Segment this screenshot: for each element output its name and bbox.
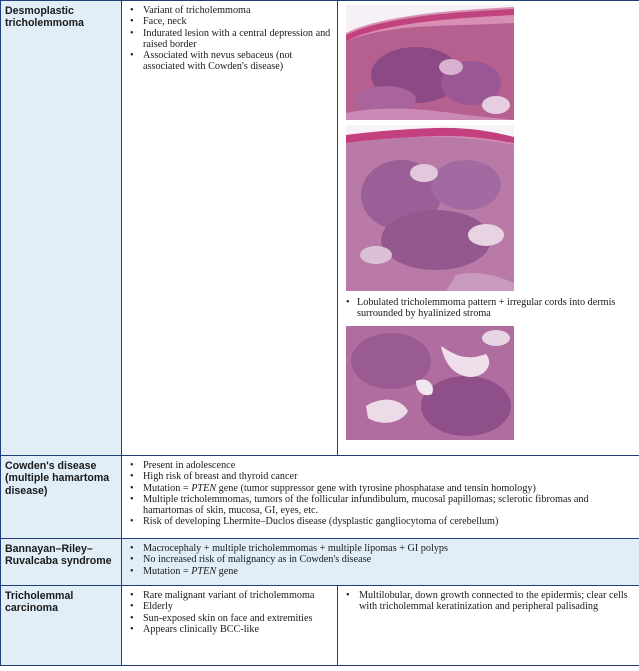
row-term: Bannayan–Riley–Ruvalcaba syndrome bbox=[1, 539, 122, 586]
features-cell bbox=[122, 539, 639, 586]
table-row bbox=[1, 586, 639, 666]
features-cell bbox=[122, 586, 338, 666]
list-item: • No increased risk of malignancy as in Cowden's disease bbox=[128, 554, 635, 565]
list-item: • Mutation = PTEN gene bbox=[128, 566, 635, 577]
list-item: • Appears clinically BCC-like bbox=[128, 624, 333, 635]
histology-caption bbox=[344, 297, 635, 320]
features-cell bbox=[122, 456, 639, 539]
row-term: Cowden's disease (multiple hamartoma disease) bbox=[1, 456, 122, 539]
histology-image-medium-power bbox=[346, 125, 514, 291]
list-item: • Risk of developing Lhermite–Duclos disease (dysplastic gangliocytoma of cerebellum) bbox=[128, 516, 635, 527]
list-item: • Lobulated tricholemmoma pattern + irregular cords into dermis surrounded by hyalinized stroma bbox=[344, 297, 635, 320]
table-row bbox=[1, 1, 639, 456]
list-item: • Multiple tricholemmomas, tumors of the follicular infundibulum, mucosal papillomas; sclerotic fibromas and hamartomas of skin, mucosa, GI, eyes, etc. bbox=[128, 494, 635, 517]
feature-list bbox=[344, 590, 635, 613]
row-term: Desmoplastic tricholemmoma bbox=[1, 1, 122, 456]
histology-image-high-power bbox=[346, 326, 514, 440]
table-row bbox=[1, 456, 639, 539]
feature-list bbox=[128, 543, 635, 577]
list-item: • Mutation = PTEN gene (tumor suppressor gene with tyrosine phosphatase and tensin homology) bbox=[128, 483, 635, 494]
list-item: • Indurated lesion with a central depression and raised border bbox=[128, 28, 333, 51]
list-item: • Multilobular, down growth connected to the epidermis; clear cells with tricholemmal keratinization and peripheral palisading bbox=[344, 590, 635, 613]
list-item: • High risk of breast and thyroid cancer bbox=[128, 471, 635, 482]
list-item: • Sun-exposed skin on face and extremities bbox=[128, 613, 333, 624]
list-item: • Present in adolescence bbox=[128, 460, 635, 471]
list-item: • Rare malignant variant of tricholemmoma bbox=[128, 590, 333, 601]
list-item: • Elderly bbox=[128, 601, 333, 612]
histology-cell bbox=[338, 586, 639, 666]
list-item: • Variant of tricholemmoma bbox=[128, 5, 333, 16]
list-item: • Macrocephaly + multiple tricholemmomas + multiple lipomas + GI polyps bbox=[128, 543, 635, 554]
histology-cell bbox=[338, 1, 639, 456]
row-term: Tricholemmal carcinoma bbox=[1, 586, 122, 666]
table-row bbox=[1, 539, 639, 586]
list-item: • Face, neck bbox=[128, 16, 333, 27]
feature-list bbox=[128, 590, 333, 635]
features-cell bbox=[122, 1, 338, 456]
feature-list bbox=[128, 460, 635, 528]
histology-image-low-power bbox=[346, 5, 514, 120]
feature-list bbox=[128, 5, 333, 73]
list-item: • Associated with nevus sebaceus (not associated with Cowden's disease) bbox=[128, 50, 333, 73]
